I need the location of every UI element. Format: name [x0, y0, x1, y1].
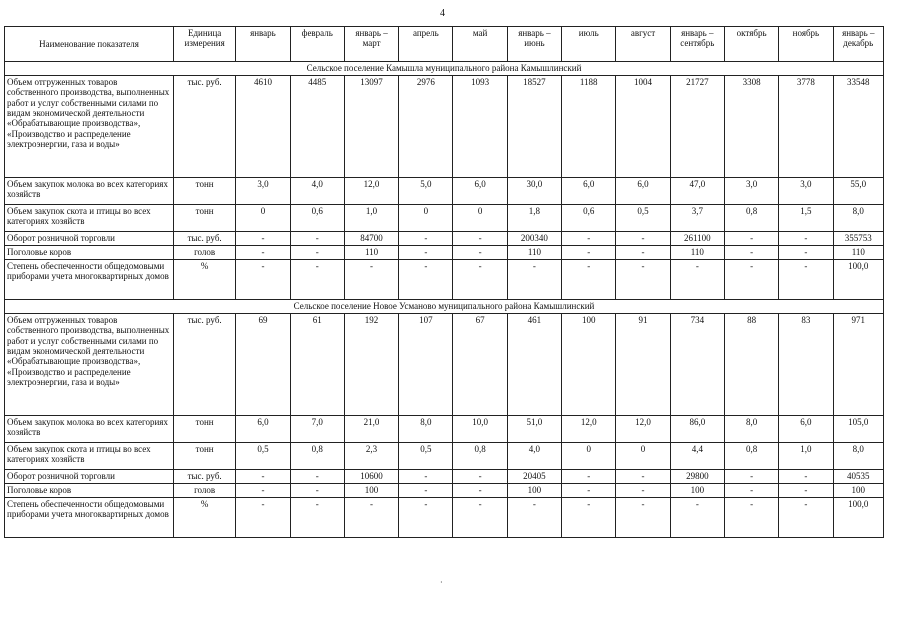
value-cell: -: [507, 260, 561, 300]
value-cell: 6,0: [453, 178, 507, 205]
indicator-unit: тыс. руб.: [173, 314, 235, 416]
table-row: [5, 260, 884, 300]
value-cell: -: [236, 260, 290, 300]
value-cell: -: [290, 232, 344, 246]
indicator-unit: тыс. руб.: [173, 470, 235, 484]
table-row: [5, 416, 884, 443]
value-cell: -: [779, 260, 833, 300]
value-cell: 88: [724, 314, 778, 416]
value-cell: 200340: [507, 232, 561, 246]
value-cell: 6,0: [779, 416, 833, 443]
indicators-table: [4, 26, 884, 538]
header-month: февраль: [290, 27, 344, 62]
indicator-unit: тонн: [173, 416, 235, 443]
indicator-unit: %: [173, 498, 235, 538]
indicator-unit: тыс. руб.: [173, 76, 235, 178]
value-cell: 8,0: [833, 443, 883, 470]
value-cell: 0,8: [290, 443, 344, 470]
header-month: октябрь: [724, 27, 778, 62]
value-cell: -: [290, 470, 344, 484]
value-cell: -: [562, 498, 616, 538]
value-cell: 83: [779, 314, 833, 416]
value-cell: 4610: [236, 76, 290, 178]
header-month: январь: [236, 27, 290, 62]
table-row: [5, 76, 884, 178]
value-cell: 6,0: [236, 416, 290, 443]
value-cell: 110: [833, 246, 883, 260]
value-cell: 51,0: [507, 416, 561, 443]
table-header-row: [5, 27, 884, 62]
value-cell: 55,0: [833, 178, 883, 205]
value-cell: 1,5: [779, 205, 833, 232]
value-cell: 10600: [344, 470, 398, 484]
value-cell: -: [290, 260, 344, 300]
indicator-name: Степень обеспеченности общедомовыми приборами учета многоквартирных домов: [5, 260, 174, 300]
value-cell: 1188: [562, 76, 616, 178]
value-cell: 84700: [344, 232, 398, 246]
value-cell: -: [779, 484, 833, 498]
indicator-unit: тыс. руб.: [173, 232, 235, 246]
value-cell: 3,0: [779, 178, 833, 205]
table-row: [5, 470, 884, 484]
value-cell: -: [453, 246, 507, 260]
value-cell: -: [562, 246, 616, 260]
value-cell: -: [779, 232, 833, 246]
value-cell: 12,0: [344, 178, 398, 205]
value-cell: 0,8: [724, 205, 778, 232]
value-cell: 1,0: [779, 443, 833, 470]
value-cell: 2976: [399, 76, 453, 178]
value-cell: 734: [670, 314, 724, 416]
value-cell: 355753: [833, 232, 883, 246]
value-cell: 3308: [724, 76, 778, 178]
header-unit: Единица измерения: [173, 27, 235, 62]
value-cell: 971: [833, 314, 883, 416]
table-row: [5, 498, 884, 538]
table-row: [5, 205, 884, 232]
value-cell: -: [236, 246, 290, 260]
value-cell: -: [724, 484, 778, 498]
indicator-unit: тонн: [173, 178, 235, 205]
value-cell: 461: [507, 314, 561, 416]
value-cell: -: [724, 232, 778, 246]
value-cell: 8,0: [833, 205, 883, 232]
table-row: [5, 314, 884, 416]
page-number: 4: [440, 8, 445, 19]
value-cell: 100: [562, 314, 616, 416]
value-cell: -: [236, 470, 290, 484]
value-cell: 4,0: [507, 443, 561, 470]
value-cell: -: [562, 484, 616, 498]
value-cell: -: [562, 470, 616, 484]
table-row: [5, 232, 884, 246]
indicator-name: Объем закупок молока во всех категориях хозяйств: [5, 178, 174, 205]
value-cell: 110: [344, 246, 398, 260]
indicator-unit: голов: [173, 484, 235, 498]
value-cell: 0,6: [290, 205, 344, 232]
indicator-name: Объем закупок скота и птицы во всех категориях хозяйств: [5, 205, 174, 232]
value-cell: 29800: [670, 470, 724, 484]
header-month: январь – декабрь: [833, 27, 883, 62]
indicator-unit: тонн: [173, 205, 235, 232]
value-cell: 100,0: [833, 260, 883, 300]
value-cell: 30,0: [507, 178, 561, 205]
indicator-unit: тонн: [173, 443, 235, 470]
indicator-name: Объем отгруженных товаров собственного производства, выполненных работ и услуг собственными силами по видам экономической деятельности «Обрабатывающие производства», «Производство и распределение электроэнергии, газа и воды»: [5, 314, 174, 416]
value-cell: 0: [399, 205, 453, 232]
value-cell: 91: [616, 314, 670, 416]
value-cell: -: [453, 260, 507, 300]
value-cell: 105,0: [833, 416, 883, 443]
value-cell: -: [399, 470, 453, 484]
indicator-name: Оборот розничной торговли: [5, 470, 174, 484]
value-cell: 7,0: [290, 416, 344, 443]
value-cell: 0,5: [399, 443, 453, 470]
value-cell: -: [562, 232, 616, 246]
value-cell: 1,0: [344, 205, 398, 232]
value-cell: -: [236, 232, 290, 246]
value-cell: 6,0: [562, 178, 616, 205]
value-cell: -: [616, 498, 670, 538]
indicator-name: Оборот розничной торговли: [5, 232, 174, 246]
value-cell: -: [290, 484, 344, 498]
value-cell: 21,0: [344, 416, 398, 443]
value-cell: -: [724, 246, 778, 260]
value-cell: 0,8: [453, 443, 507, 470]
value-cell: 61: [290, 314, 344, 416]
value-cell: 4,4: [670, 443, 724, 470]
value-cell: -: [616, 260, 670, 300]
header-name: Наименование показателя: [5, 27, 174, 62]
value-cell: -: [399, 260, 453, 300]
value-cell: 13097: [344, 76, 398, 178]
section-title-row: [5, 62, 884, 76]
value-cell: 5,0: [399, 178, 453, 205]
value-cell: 4,0: [290, 178, 344, 205]
value-cell: 10,0: [453, 416, 507, 443]
section-title-row: [5, 300, 884, 314]
value-cell: 69: [236, 314, 290, 416]
value-cell: 3,0: [724, 178, 778, 205]
table-row: [5, 484, 884, 498]
page-mark: ·: [440, 578, 443, 587]
value-cell: 0,8: [724, 443, 778, 470]
value-cell: 12,0: [562, 416, 616, 443]
value-cell: 2,3: [344, 443, 398, 470]
header-month: май: [453, 27, 507, 62]
section-title: Сельское поселение Камышла муниципального района Камышлинский: [5, 62, 884, 76]
header-month: январь – март: [344, 27, 398, 62]
value-cell: -: [453, 484, 507, 498]
value-cell: -: [616, 470, 670, 484]
value-cell: -: [344, 498, 398, 538]
value-cell: -: [779, 498, 833, 538]
indicator-name: Объем отгруженных товаров собственного производства, выполненных работ и услуг собственными силами по видам экономической деятельности «Обрабатывающие производства», «Производство и распределение электроэнергии, газа и воды»: [5, 76, 174, 178]
value-cell: -: [399, 246, 453, 260]
value-cell: 40535: [833, 470, 883, 484]
indicator-name: Поголовье коров: [5, 246, 174, 260]
value-cell: -: [724, 470, 778, 484]
header-month: ноябрь: [779, 27, 833, 62]
value-cell: 3778: [779, 76, 833, 178]
value-cell: -: [236, 484, 290, 498]
value-cell: 192: [344, 314, 398, 416]
header-month: июль: [562, 27, 616, 62]
value-cell: 3,0: [236, 178, 290, 205]
header-month: апрель: [399, 27, 453, 62]
table-row: [5, 246, 884, 260]
value-cell: 0: [236, 205, 290, 232]
value-cell: -: [616, 246, 670, 260]
value-cell: 110: [507, 246, 561, 260]
value-cell: -: [399, 232, 453, 246]
value-cell: 100,0: [833, 498, 883, 538]
header-month: август: [616, 27, 670, 62]
value-cell: -: [616, 232, 670, 246]
indicator-name: Степень обеспеченности общедомовыми приборами учета многоквартирных домов: [5, 498, 174, 538]
value-cell: 21727: [670, 76, 724, 178]
table-row: [5, 178, 884, 205]
indicator-unit: %: [173, 260, 235, 300]
value-cell: 0: [453, 205, 507, 232]
value-cell: 0,5: [236, 443, 290, 470]
value-cell: -: [507, 498, 561, 538]
value-cell: -: [399, 484, 453, 498]
value-cell: 0: [616, 443, 670, 470]
header-month: январь – сентябрь: [670, 27, 724, 62]
table-row: [5, 443, 884, 470]
value-cell: 100: [670, 484, 724, 498]
value-cell: 18527: [507, 76, 561, 178]
value-cell: -: [724, 260, 778, 300]
value-cell: -: [344, 260, 398, 300]
indicator-name: Поголовье коров: [5, 484, 174, 498]
value-cell: 1,8: [507, 205, 561, 232]
value-cell: 0,5: [616, 205, 670, 232]
value-cell: 100: [344, 484, 398, 498]
section-title: Сельское поселение Новое Усманово муниципального района Камышлинский: [5, 300, 884, 314]
value-cell: -: [724, 498, 778, 538]
value-cell: 20405: [507, 470, 561, 484]
value-cell: -: [453, 232, 507, 246]
value-cell: -: [453, 470, 507, 484]
value-cell: 8,0: [724, 416, 778, 443]
value-cell: -: [236, 498, 290, 538]
header-month: январь – июнь: [507, 27, 561, 62]
value-cell: 107: [399, 314, 453, 416]
value-cell: 0,6: [562, 205, 616, 232]
value-cell: 6,0: [616, 178, 670, 205]
value-cell: -: [779, 470, 833, 484]
value-cell: 4485: [290, 76, 344, 178]
value-cell: 100: [507, 484, 561, 498]
value-cell: -: [290, 498, 344, 538]
value-cell: -: [670, 260, 724, 300]
value-cell: -: [562, 260, 616, 300]
value-cell: -: [399, 498, 453, 538]
value-cell: 1093: [453, 76, 507, 178]
value-cell: 3,7: [670, 205, 724, 232]
value-cell: -: [670, 498, 724, 538]
value-cell: 100: [833, 484, 883, 498]
value-cell: -: [616, 484, 670, 498]
value-cell: 0: [562, 443, 616, 470]
value-cell: 110: [670, 246, 724, 260]
indicator-name: Объем закупок молока во всех категориях хозяйств: [5, 416, 174, 443]
value-cell: 47,0: [670, 178, 724, 205]
value-cell: 12,0: [616, 416, 670, 443]
value-cell: 67: [453, 314, 507, 416]
value-cell: 86,0: [670, 416, 724, 443]
indicator-name: Объем закупок скота и птицы во всех категориях хозяйств: [5, 443, 174, 470]
value-cell: -: [290, 246, 344, 260]
value-cell: 1004: [616, 76, 670, 178]
value-cell: 8,0: [399, 416, 453, 443]
value-cell: 261100: [670, 232, 724, 246]
value-cell: 33548: [833, 76, 883, 178]
indicator-unit: голов: [173, 246, 235, 260]
value-cell: -: [779, 246, 833, 260]
value-cell: -: [453, 498, 507, 538]
